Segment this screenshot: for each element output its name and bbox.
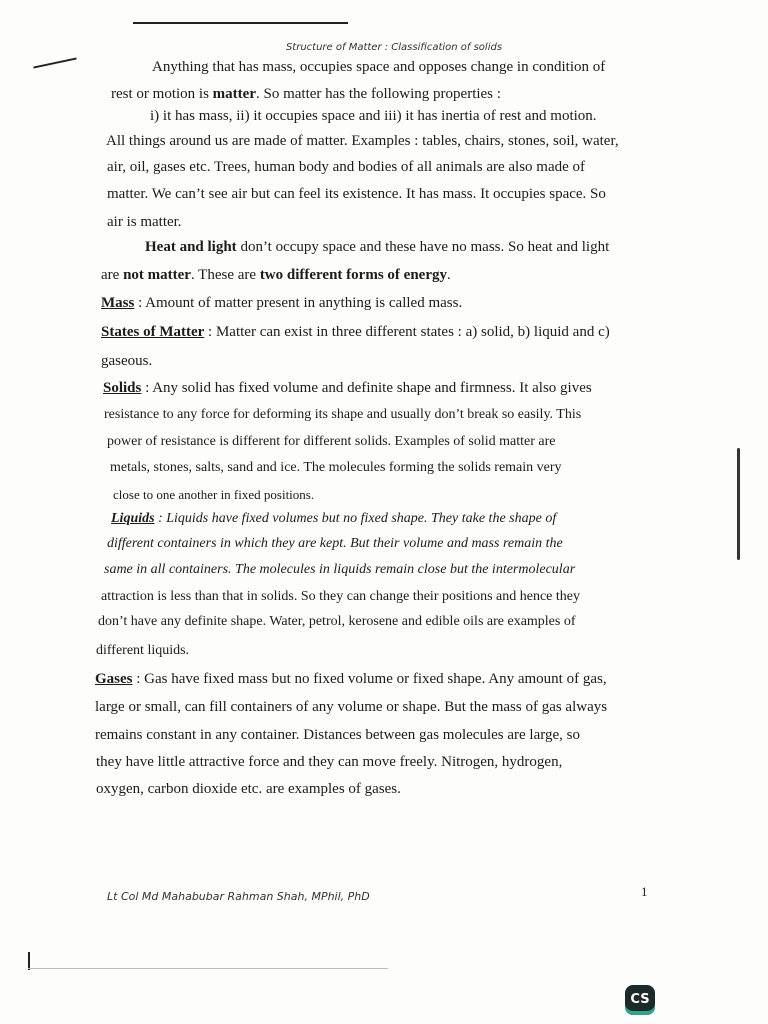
edge-mark (737, 448, 740, 560)
mass-definition (101, 294, 462, 312)
solids-line-4: metals, stones, salts, sand and ice. The molecules forming the solids remain very (110, 460, 562, 475)
gases-line-5: oxygen, carbon dioxide etc. are examples of gases. (96, 781, 401, 797)
intro-line-7: air is matter. (107, 214, 182, 230)
margin-pen-mark (33, 57, 76, 68)
intro-line-2 (111, 85, 501, 103)
term-energy: two different forms of energy (259, 267, 447, 283)
gases-line-1 (95, 670, 607, 688)
liquids-line-6: different liquids. (96, 643, 190, 658)
text: . (446, 267, 451, 283)
text: . So matter has the following properties : (255, 86, 501, 102)
heat-line-2 (101, 266, 451, 284)
running-head: Structure of Matter : Classification of solids (285, 42, 503, 53)
states-line-1 (101, 323, 610, 341)
intro-line-5: air, oil, gases etc. Trees, human body and bodies of all animals are also made of (107, 159, 586, 175)
gases-line-2: large or small, can fill containers of any volume or shape. But the mass of gas always (95, 699, 608, 715)
bottom-edge-line (28, 968, 388, 969)
term-mass: Mass (101, 295, 135, 311)
term-liquids: Liquids (111, 511, 155, 526)
liquids-line-5: don’t have any definite shape. Water, petrol, kerosene and edible oils are examples of (98, 614, 576, 629)
states-line-2: gaseous. (101, 353, 153, 369)
liquids-line-4: attraction is less than that in solids. So they can change their positions and hence they (101, 589, 581, 604)
footer-author: Lt Col Md Mahabubar Rahman Shah, MPhil, PhD (107, 890, 370, 903)
term-not-matter: not matter (123, 267, 191, 283)
intro-line-6: matter. We can’t see air but can feel its existence. It has mass. It occupies space. So (107, 186, 606, 202)
text: are (101, 267, 124, 283)
top-rule (133, 22, 348, 24)
gases-line-3: remains constant in any container. Distances between gas molecules are large, so (95, 727, 580, 743)
solids-line-3: power of resistance is different for different solids. Examples of solid matter are (107, 434, 556, 449)
properties-list: i) it has mass, ii) it occupies space and iii) it has inertia of rest and motion. (150, 108, 597, 124)
page-number: 1 (641, 884, 648, 899)
solids-line-2: resistance to any force for deforming its shape and usually don’t break so easily. This (104, 407, 582, 422)
text: : Matter can exist in three different states : a) solid, b) liquid and c) (204, 324, 610, 340)
intro-line-4: All things around us are made of matter. Examples : tables, chairs, stones, soil, water, (106, 133, 619, 149)
text: : Liquids have fixed volumes but no fixed shape. They take the shape of (154, 511, 557, 526)
text: . These are (190, 267, 260, 283)
solids-line-1 (103, 379, 592, 397)
camscanner-logo: CS (625, 985, 655, 1015)
heat-line-1 (145, 238, 609, 256)
text: : Any solid has fixed volume and definite shape and firmness. It also gives (141, 380, 592, 396)
intro-line-1: Anything that has mass, occupies space and opposes change in condition of (152, 59, 606, 75)
term-matter: matter (212, 86, 256, 102)
text: : Amount of matter present in anything is called mass. (134, 295, 463, 311)
gases-line-4: they have little attractive force and they can move freely. Nitrogen, hydrogen, (96, 754, 563, 770)
text: don’t occupy space and these have no mass. So heat and light (236, 239, 610, 255)
term-heat-light: Heat and light (145, 239, 237, 255)
term-gases: Gases (95, 671, 133, 687)
text: rest or motion is (111, 86, 213, 102)
liquids-line-3: same in all containers. The molecules in liquids remain close but the intermolecular (104, 562, 576, 577)
liquids-line-2: different containers in which they are kept. But their volume and mass remain the (107, 536, 563, 551)
term-solids: Solids (103, 380, 142, 396)
solids-line-5: close to one another in fixed positions. (113, 487, 315, 502)
term-states: States of Matter (101, 324, 205, 340)
text: : Gas have fixed mass but no fixed volume or fixed shape. Any amount of gas, (132, 671, 607, 687)
liquids-line-1 (111, 510, 556, 528)
